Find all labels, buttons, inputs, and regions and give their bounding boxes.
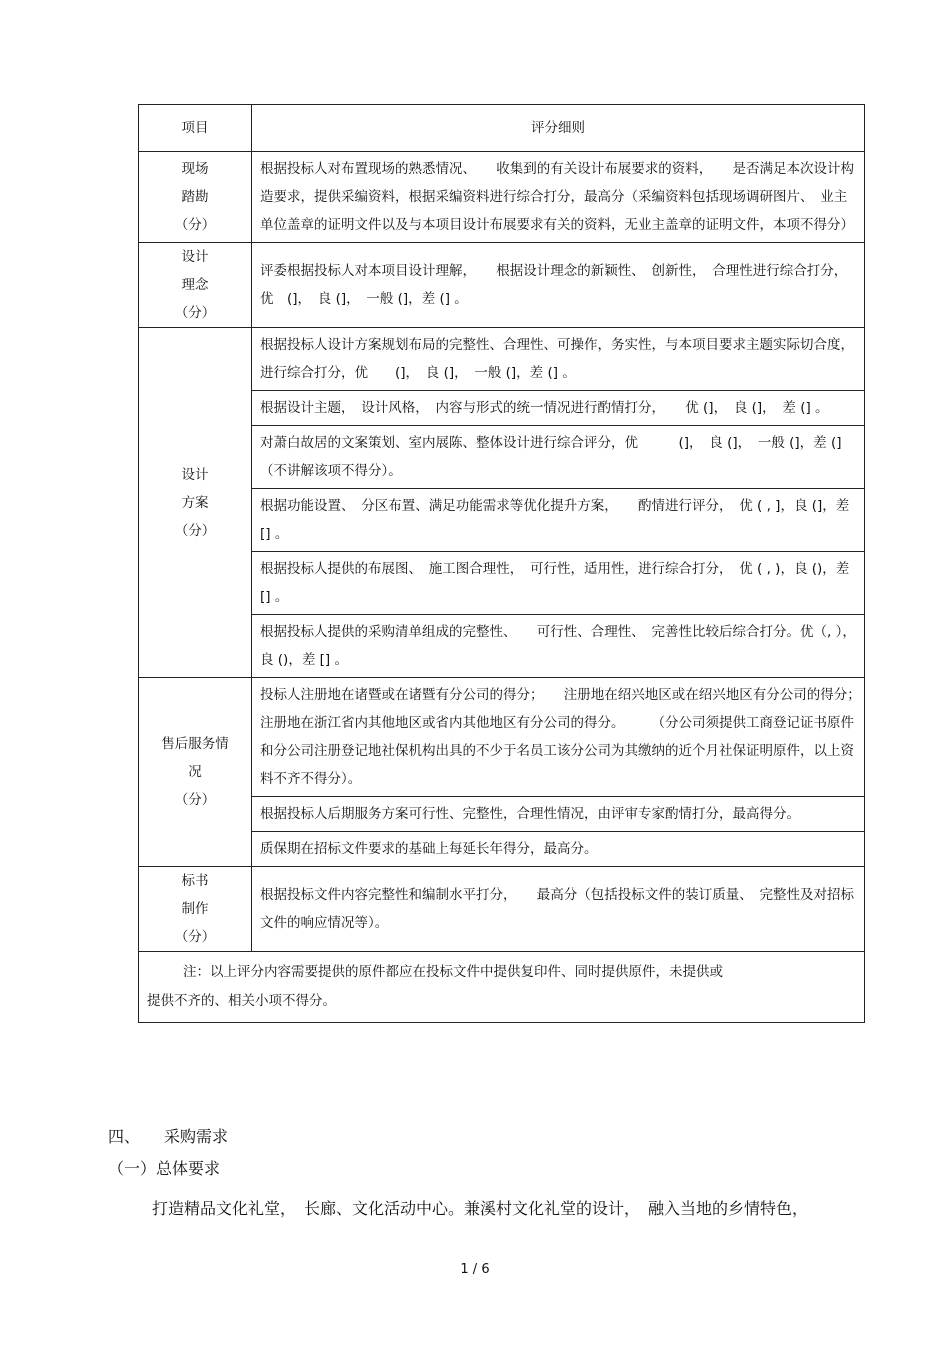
- item-label: 售后服务情: [161, 736, 229, 752]
- table-row: [139, 678, 865, 797]
- section-title: 采购需求: [164, 1127, 229, 1146]
- item-label: 现场: [181, 161, 209, 177]
- rule-text: 根据投标人后期服务方案可行性、完整性，合理性情况，由评审专家酌情打分，最高得分。: [252, 797, 865, 832]
- rule-text: 根据投标人提供的采购清单组成的完整性、 可行性、合理性、 完善性比较后综合打分。优（, ），良 ()，差 [] 。: [252, 615, 865, 678]
- item-label: （分）: [174, 217, 216, 233]
- row-item: [139, 678, 252, 867]
- section-number: 四、: [108, 1127, 141, 1146]
- row-item: [139, 152, 252, 243]
- table-header-row: [139, 105, 865, 152]
- table-row: [139, 867, 865, 952]
- header-item: 项目: [139, 105, 252, 152]
- rule-text: 根据功能设置、 分区布置、满足功能需求等优化提升方案， 酌情进行评分， 优 ( , ]，良 (]，差 [] 。: [252, 489, 865, 552]
- table-row: [139, 152, 865, 243]
- body-paragraph: 打造精品文化礼堂， 长廊、文化活动中心。兼溪村文化礼堂的设计， 融入当地的乡情特色，: [152, 1199, 809, 1218]
- note-line: 注：以上评分内容需要提供的原件都应在投标文件中提供复印件、同时提供原件，未提供或: [183, 964, 723, 980]
- item-label: 况: [188, 764, 202, 780]
- rule-text: 根据投标人对布置现场的熟悉情况、 收集到的有关设计布展要求的资料， 是否满足本次设计构造要求，提供采编资料，根据采编资料进行综合打分，最高分（采编资料包括现场调研图片、 业主单位盖章的证明文件以及与本项目设计布展要求有关的资料，无业主盖章的证明文件，本项不得分）: [252, 152, 865, 243]
- rule-text: 根据设计主题， 设计风格， 内容与形式的统一情况进行酌情打分， 优 (]， 良 (]， 差 (] 。: [252, 391, 865, 426]
- item-label: 制作: [181, 901, 209, 917]
- rule-text: 评委根据投标人对本项目设计理解， 根据设计理念的新颖性、 创新性， 合理性进行综合打分，优 (]， 良 (]， 一般 (]，差 (] 。: [252, 243, 865, 328]
- row-item: [139, 328, 252, 678]
- rule-text: 根据投标文件内容完整性和编制水平打分， 最高分（包括投标文件的装订质量、 完整性及对招标文件的响应情况等）。: [252, 867, 865, 952]
- rule-text: 根据投标人设计方案规划布局的完整性、合理性、可操作，务实性，与本项目要求主题实际切合度，进行综合打分，优 (]， 良 (]， 一般 (]，差 (] 。: [252, 328, 865, 391]
- item-label: 设计: [181, 249, 209, 265]
- item-label: 方案: [181, 494, 209, 511]
- item-label: 理念: [181, 277, 209, 293]
- row-item: [139, 867, 252, 952]
- subsection-heading: （一）总体要求: [108, 1159, 221, 1178]
- note-row: [139, 952, 865, 1023]
- page-number: 1 / 6: [460, 1262, 490, 1277]
- note-line: 提供不齐的、相关小项不得分。: [147, 993, 336, 1009]
- table-row: [139, 243, 865, 328]
- item-label: （分）: [174, 929, 216, 945]
- table-note: [139, 952, 865, 1023]
- rule-text: 投标人注册地在诸暨或在诸暨有分公司的得分； 注册地在绍兴地区或在绍兴地区有分公司的得分； 注册地在浙江省内其他地区或省内其他地区有分公司的得分。 （分公司须提供工商登记证书原件和分公司注册登记地社保机构出具的不少于名员工该分公司为其缴纳的近个月社保证明原件，以上资料不齐不得分）。: [252, 678, 865, 797]
- rule-text: 质保期在招标文件要求的基础上每延长年得分，最高分。: [252, 832, 865, 867]
- section-heading: [108, 1124, 252, 1147]
- item-label: 设计: [181, 466, 209, 483]
- item-label: （分）: [174, 305, 216, 321]
- rule-text: 根据投标人提供的布展图、 施工图合理性， 可行性，适用性，进行综合打分， 优 ( , )，良 ()，差 [] 。: [252, 552, 865, 615]
- item-label: （分）: [174, 522, 216, 539]
- row-item: [139, 243, 252, 328]
- item-label: （分）: [174, 792, 216, 808]
- scoring-table: [138, 104, 868, 1023]
- table-row: [139, 328, 865, 391]
- item-label: 标书: [181, 873, 209, 889]
- rule-text: 对萧白故居的文案策划、室内展陈、整体设计进行综合评分，优 (]， 良 (]， 一般 (]，差 (]（不讲解该项不得分）。: [252, 426, 865, 489]
- item-label: 踏勘: [181, 189, 209, 205]
- header-rule: 评分细则: [252, 105, 865, 152]
